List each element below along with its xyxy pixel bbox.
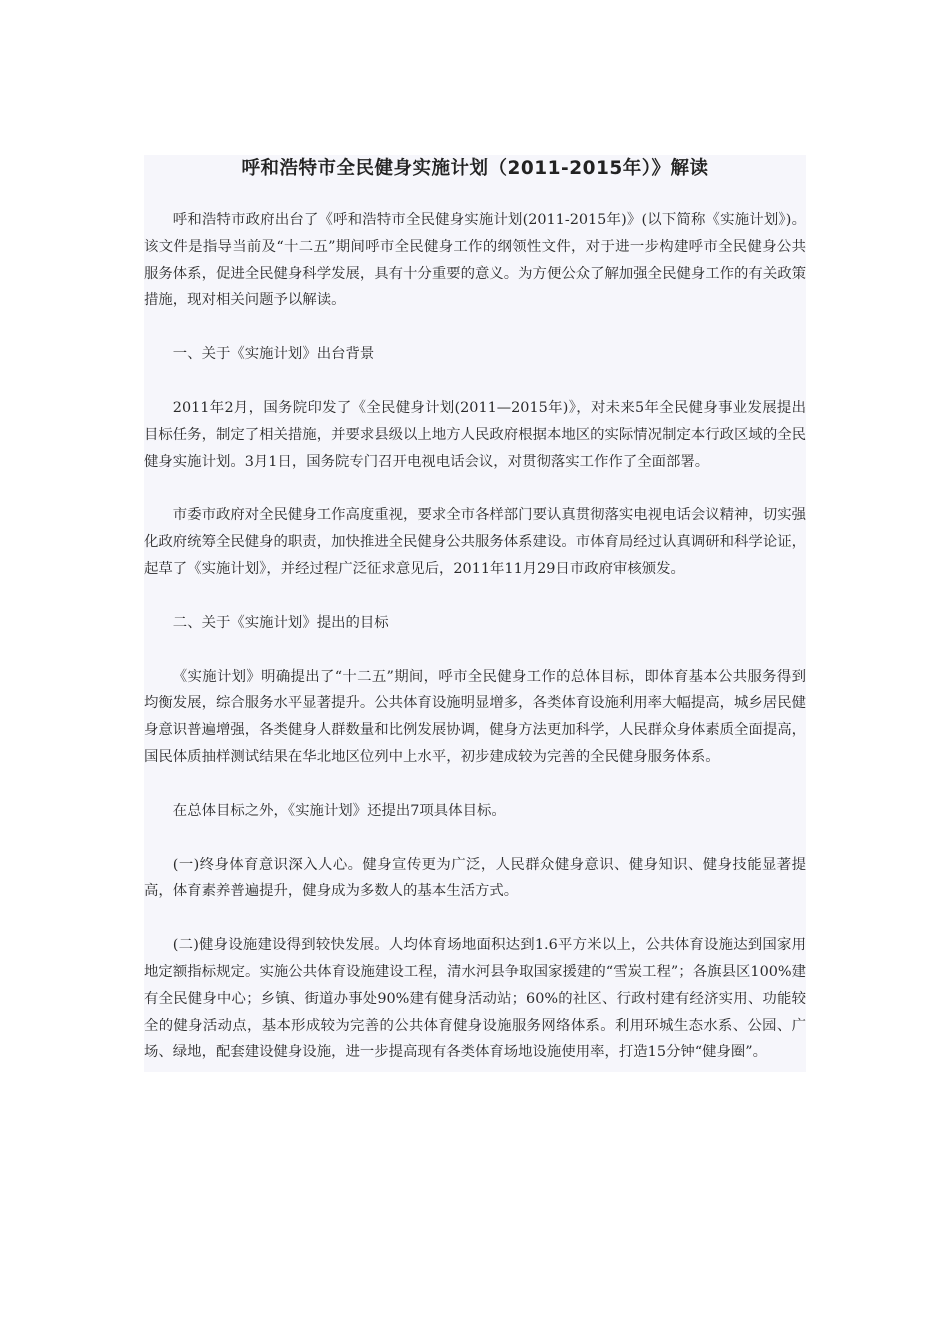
- goal-item-2: (二)健身设施建设得到较快发展。人均体育场地面积达到1.6平方米以上，公共体育设施达到国家用地定额指标规定。实施公共体育设施建设工程，清水河县争取国家援建的“雪炭工程”；各旗县区100%建有全民健身中心；乡镇、街道办事处90%建有健身活动站；60%的社区、行政村建有经济实用、功能较全的健身活动点，基本形成较为完善的公共体育健身设施服务网络体系。利用环城生态水系、公园、广场、绿地，配套建设健身设施，进一步提高现有各类体育场地设施使用率，打造15分钟“健身圈”。: [144, 937, 806, 1061]
- section-heading-background: 一、关于《实施计划》出台背景: [172, 346, 375, 363]
- spacer: [144, 183, 806, 207]
- background-paragraph-1: 2011年2月，国务院印发了《全民健身计划(2011—2015年)》，对未来5年全民健身事业发展提出目标任务，制定了相关措施，并要求县级以上地方人民政府根据本地区的实际情况制定本行政区域的全民健身实施计划。3月1日，国务院专门召开电视电话会议，对贯彻落实工作作了全面部署。: [144, 399, 806, 470]
- spacer: [144, 368, 806, 395]
- spacer: [144, 825, 806, 852]
- specific-goals-intro: 在总体目标之外，《实施计划》还提出7项具体目标。: [172, 802, 506, 819]
- intro-paragraph: 呼和浩特市政府出台了《呼和浩特市全民健身实施计划(2011-2015年)》(以下简称《实施计划》)。该文件是指导当前及“十二五”期间呼市全民健身工作的纲领性文件，对于进一步构建呼市全民健身公共服务体系，促进全民健身科学发展，具有十分重要的意义。为方便公众了解加强全民健身工作的有关政策措施，现对相关问题予以解读。: [144, 212, 806, 309]
- goal-item-1: (一)终身体育意识深入人心。健身宣传更为广泛，人民群众健身意识、健身知识、健身技能显著提高，体育素养普遍提升，健身成为多数人的基本生活方式。: [144, 856, 806, 900]
- spacer: [144, 637, 806, 664]
- background-paragraph-2: 市委市政府对全民健身工作高度重视，要求全市各样部门要认真贯彻落实电视电话会议精神，切实强化政府统筹全民健身的职责，加快推进全民健身公共服务体系建设。市体育局经过认真调研和科学论证，起草了《实施计划》，并经过程广泛征求意见后，2011年11月29日市政府审核颁发。: [144, 507, 806, 577]
- goals-paragraph: 《实施计划》明确提出了“十二五”期间，呼市全民健身工作的总体目标，即体育基本公共服务得到均衡发展，综合服务水平显著提升。公共体育设施明显增多，各类体育设施利用率大幅提高，城乡居民健身意识普遍增强，各类健身人群数量和比例发展协调，健身方法更加科学，人民群众身体素质全面提高，国民体质抽样测试结果在华北地区位列中上水平，初步建成较为完善的全民健身服务体系。: [144, 668, 806, 765]
- spacer: [144, 475, 806, 502]
- spacer: [144, 771, 806, 798]
- spacer: [144, 583, 806, 610]
- spacer: [144, 314, 806, 341]
- document-body: [144, 155, 806, 1072]
- section-heading-goals: 二、关于《实施计划》提出的目标: [172, 614, 389, 631]
- document-title: 呼和浩特市全民健身实施计划（2011-2015年）》解读: [241, 158, 709, 179]
- spacer: [144, 905, 806, 932]
